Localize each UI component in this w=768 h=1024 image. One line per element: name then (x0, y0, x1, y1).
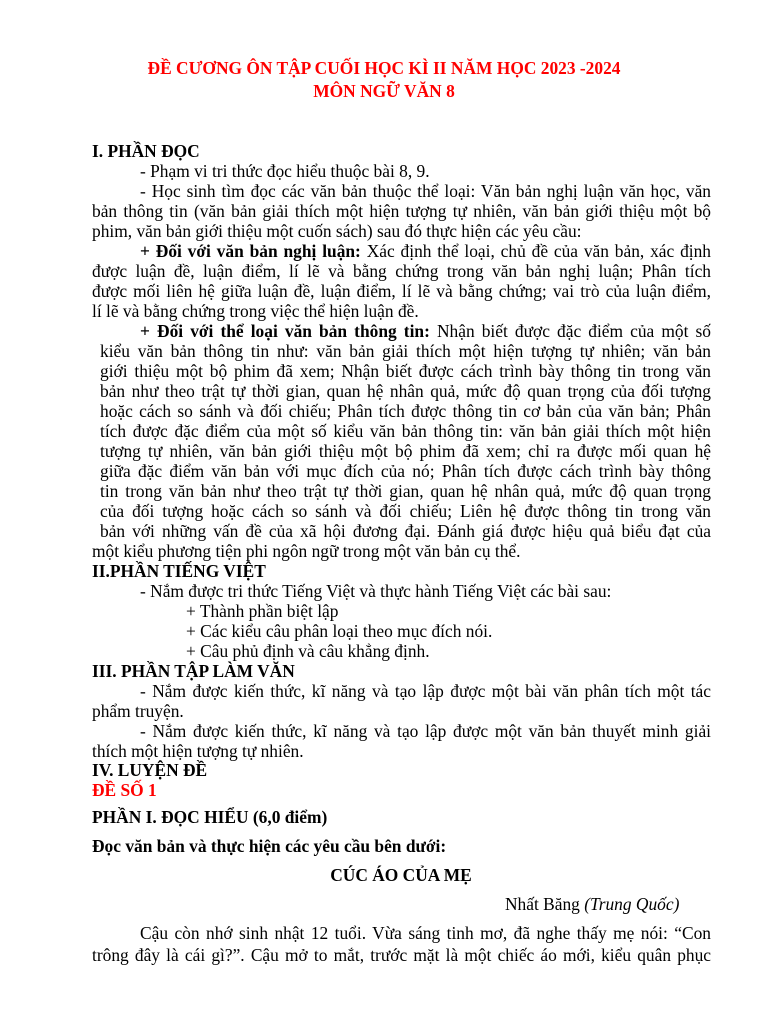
author-name: Nhất Băng (505, 894, 585, 914)
paragraph-line: tin trong văn bản như theo trật tự thời gian, quan hệ nhân quả, mức độ quan trọng (100, 481, 711, 501)
paragraph-line: hoặc cách so sánh và đối chiếu; Phân tích được thông tin cơ bản của văn bản; Phân (100, 401, 711, 421)
paragraph-line: giới thiệu một bộ phim đã xem; Nhận biết được cách trình bày thông tin trong văn (100, 361, 711, 381)
paragraph-line (140, 241, 711, 261)
document-title: ĐỀ CƯƠNG ÔN TẬP CUỐI HỌC KÌ II NĂM HỌC 2023 -2024 (147, 58, 621, 78)
paragraph-line: tích được đặc điểm của một số kiểu văn bản thông tin: văn bản giải thích một hiện (100, 421, 711, 441)
story-line: trông đây là cái gì?”. Cậu mở to mắt, trước mặt là một chiếc áo mới, kiểu quân phục (92, 945, 711, 965)
section-4-heading: IV. LUYỆN ĐỀ (92, 760, 208, 780)
paragraph-line: - Học sinh tìm đọc các văn bản thuộc thể loại: Văn bản nghị luận văn học, văn (140, 181, 711, 201)
list-item: + Các kiểu câu phân loại theo mục đích nói. (186, 621, 493, 641)
nghi-luan-label: + Đối với văn bản nghị luận: (140, 241, 361, 261)
story-author (505, 894, 679, 914)
nghi-luan-text: Xác định thể loại, chủ đề của văn bản, xác định (360, 241, 712, 261)
paragraph-line: tượng tự nhiên, văn bản giới thiệu một bộ phim đã xem; chỉ ra được mối quan hệ (100, 441, 711, 461)
paragraph-line: phẩm truyện. (92, 701, 184, 721)
list-item: + Câu phủ định và câu khẳng định. (186, 641, 430, 661)
paragraph-line: kiểu văn bản thông tin như: văn bản giải thích một hiện tượng tự nhiên; văn bản (100, 341, 711, 361)
paragraph-line: được mối liên hệ giữa luận đề, luận điểm, lí lẽ và bằng chứng; vai trò của luận điểm, (92, 281, 711, 301)
section-2-heading: II.PHẦN TIẾNG VIỆT (92, 561, 266, 581)
part-1-heading: PHẦN I. ĐỌC HIỂU (6,0 điểm) (92, 807, 328, 827)
paragraph-line: bản như theo trật tự thời gian, quan hệ nhân quả, mức độ quan trọng của đối tượng (100, 381, 711, 401)
paragraph-line: lí lẽ và bằng chứng trong việc thể hiện luận đề. (92, 301, 419, 321)
list-item: + Thành phần biệt lập (186, 601, 339, 621)
paragraph-line (140, 321, 711, 341)
story-line: Cậu còn nhớ sinh nhật 12 tuổi. Vừa sáng tinh mơ, đã nghe thấy mẹ nói: “Con (140, 923, 711, 943)
exam-number: ĐỀ SỐ 1 (92, 780, 157, 800)
thong-tin-text: Nhận biết được đặc điểm của một số (429, 321, 711, 341)
paragraph-line: giữa đặc điểm văn bản với mục đích của nó; Phân tích được cách trình bày thông (100, 461, 711, 481)
section-3-heading: III. PHẦN TẬP LÀM VĂN (92, 661, 295, 681)
instruction-line: Đọc văn bản và thực hiện các yêu cầu bên dưới: (92, 836, 447, 856)
paragraph-line: - Phạm vi tri thức đọc hiểu thuộc bài 8, 9. (140, 161, 430, 181)
paragraph-line: của đối tượng hoặc cách so sánh và đối chiếu; Liên hệ được thông tin trong văn (100, 501, 711, 521)
paragraph-line: - Nắm được tri thức Tiếng Việt và thực hành Tiếng Việt các bài sau: (140, 581, 612, 601)
paragraph-line: một kiểu phương tiện phi ngôn ngữ trong một văn bản cụ thể. (92, 541, 521, 561)
paragraph-line: bản thông tin (văn bản giải thích một hiện tượng tự nhiên, văn bản giới thiệu một bộ (92, 201, 711, 221)
paragraph-line: bản với những vấn đề của xã hội đương đại. Đánh giá được hiệu quả biểu đạt của (100, 521, 711, 541)
document-subject: MÔN NGỮ VĂN 8 (313, 81, 455, 101)
thong-tin-label: + Đối với thể loại văn bản thông tin: (140, 321, 430, 341)
paragraph-line: phim, văn bản giới thiệu một cuốn sách) sau đó thực hiện các yêu cầu: (92, 221, 582, 241)
paragraph-line: thích một hiện tượng tự nhiên. (92, 741, 304, 761)
paragraph-line: - Nắm được kiến thức, kĩ năng và tạo lập được một văn bản thuyết minh giải (140, 721, 711, 741)
paragraph-line: được luận đề, luận điểm, lí lẽ và bằng chứng trong văn bản nghị luận; Phân tích (92, 261, 711, 281)
section-1-heading: I. PHẦN ĐỌC (92, 141, 200, 161)
paragraph-line: - Nắm được kiến thức, kĩ năng và tạo lập được một bài văn phân tích một tác (140, 681, 711, 701)
story-title: CÚC ÁO CỦA MẸ (330, 865, 472, 885)
author-origin: (Trung Quốc) (584, 894, 680, 914)
